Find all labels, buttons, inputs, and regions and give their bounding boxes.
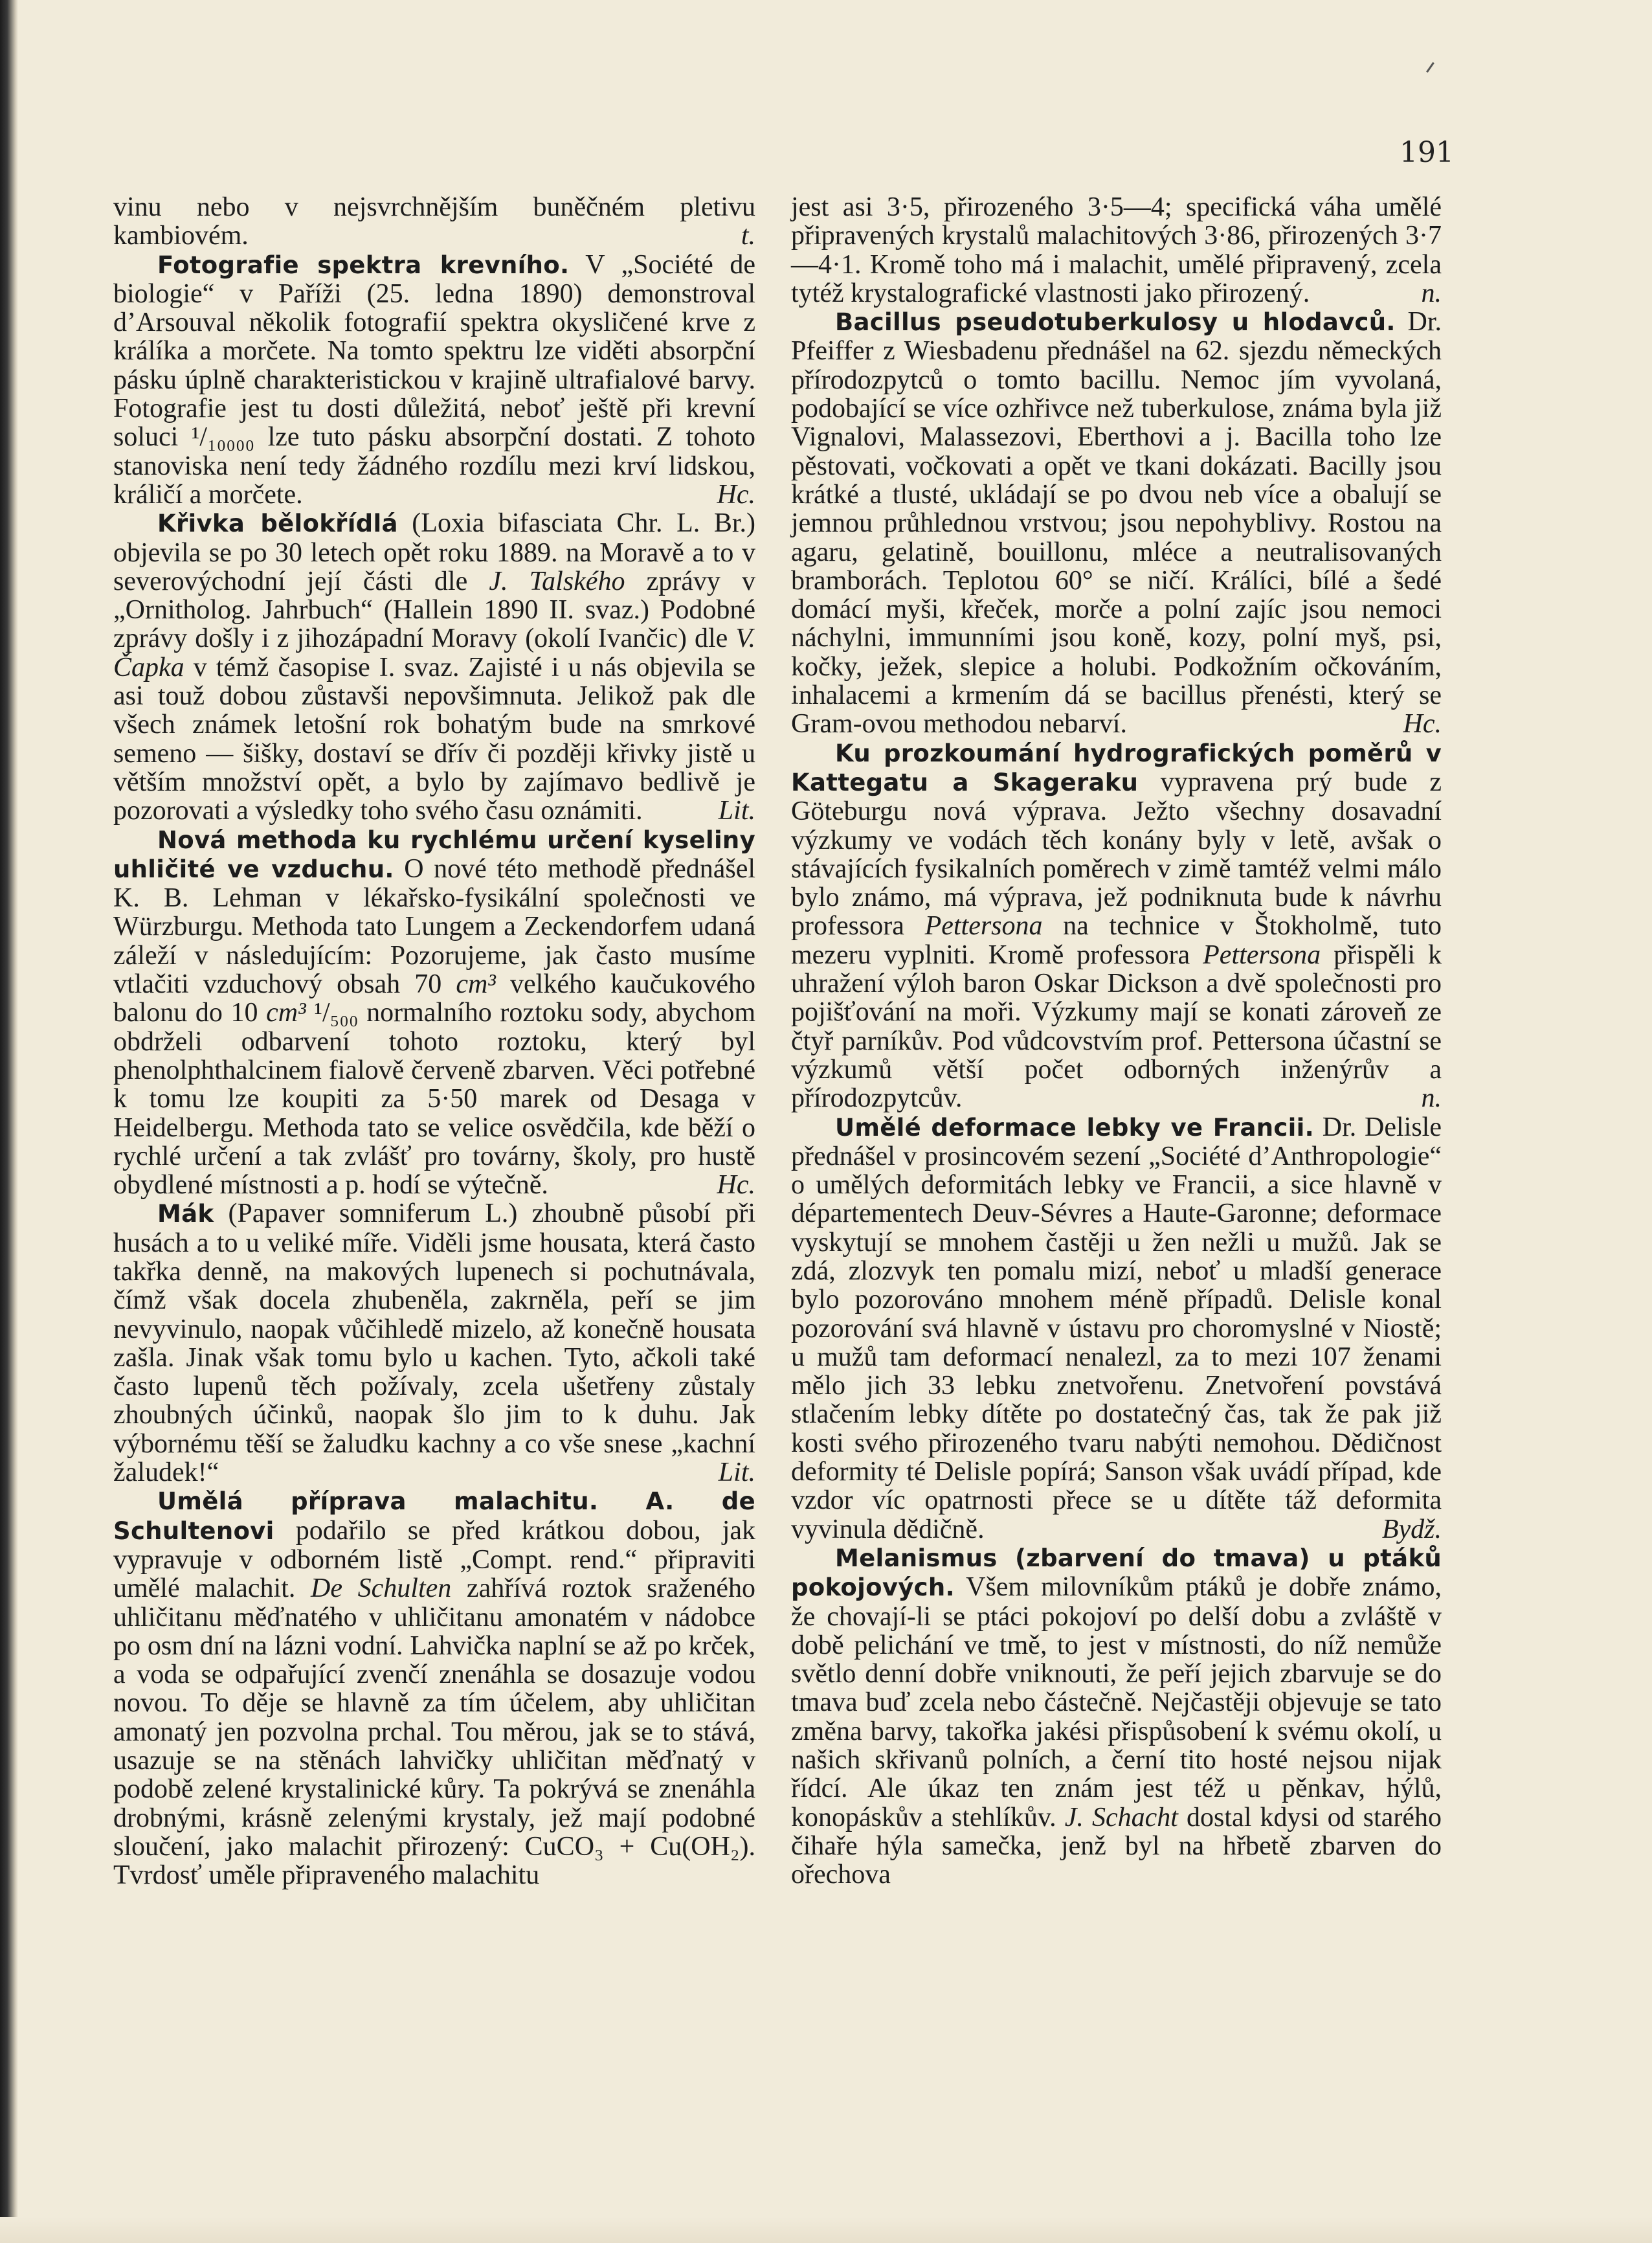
article-body: V „Société de biologie“ v Paříži (25. ledna 1890) demonstroval d’Arsouval několik fotografií spektra okysličené krve z králíka a morčete. Na tomto spektru lze viděti absorpční pásku úplně charakteristickou v krajině ultrafialové barvy. Fotografie jest tu dosti důležitá, neboť ještě při krevní soluci ¹/₁₀₀₀₀ lze tuto pásku absorpční dostati. Z tohoto stanoviska není tedy žádného rozdílu mezi krví lidskou, králičí a morčete.	[113, 249, 755, 510]
pen-mark	[1426, 62, 1434, 73]
article-bacillus: Bacillus pseudotuberkulosy u hlodavců. Dr. Pfeiffer z Wiesbadenu přednášel na 62. sjezdu německých přírodozpytců o tomto bacillu. Nemoc jím vyvolaná, podobající se více ozhřivce než tuberkulose, známa byla již Vignalovi, Malassezovi, Eberthovi a j. Bacilla toho lze pěstovati, vočkovati a opět ve tkani dokázati. Bacilly jsou krátké a tlusté, ukládají se po dvou neb více a obalují se jemnou průhlednou vrstvou; jsou nepohyblivy. Rostou na agaru, gelatině, bouillonu, mléce a neutralisovaných bramborách. Teplotou 60° se ničí. Králíci, bílé a šedé domácí myši, křeček, morče a polní zajíc jsou nemoci náchylni, immunními jsou koně, kozy, polní myš, psi, kočky, ježek, slepice a holubi. Podkožním očkováním, inhalacemi a krmením dá se bacillus přenésti, který se Gram-ovou methodou nebarví. Hc.	[791, 307, 1442, 739]
article-title: Křivka bělokřídlá	[157, 510, 398, 538]
article-krivka: Křivka bělokřídlá (Loxia bifasciata Chr. L. Br.) objevila se po 30 letech opět roku 1889. na Moravě a to v severovýchodní její části dle J. Talského zprávy v „Ornitholog. Jahrbuch“ (Hallein 1890 II. svaz.) Podobné zprávy došly i z jihozápadní Moravy (okolí Ivančic) dle V. Čapka v témž časopise I. svaz. Zajisté i u nás objevila se asi touž dobou zůstavši nepovšimnuta. Jelikož pak dle všech známek letošní rok bohatým bude na smrkové semeno — šišky, dostaví se dřív či později křivky jistě u větším množství opět, a bylo by zajímavo bedlivě je pozorovati a výsledky toho svého času oznámiti. Lit.	[113, 508, 755, 826]
signature: Hc.	[717, 1170, 755, 1200]
right-column	[791, 193, 1442, 1889]
article-title: Bacillus pseudotuberkulosy u hlodavců.	[835, 308, 1396, 337]
article-fotografie	[113, 251, 755, 510]
signature: n.	[1421, 1083, 1442, 1114]
article-title: Umělá příprava malachitu. A. de Schultenovi	[113, 1487, 755, 1545]
signature: Hc.	[717, 479, 755, 510]
article-title: Ku prozkoumání hydrografických poměrů v Kattegatu a Skageraku	[791, 739, 1442, 796]
article-title: Melanismus (zbarvení do tmava) u ptáků pokojových.	[791, 1544, 1442, 1602]
article-title: Fotografie spektra krevního.	[157, 251, 570, 279]
left-continuation: vinu nebo v nejsvrchnějším buněčném pletivu kambiovém. t.	[113, 192, 755, 251]
signature: n.	[1421, 278, 1442, 308]
scan-bottom-edge	[0, 2217, 1652, 2243]
author-name: J. Talského	[489, 566, 625, 596]
unit: cm³	[456, 969, 496, 1000]
article-melanismus: Melanismus (zbarvení do tmava) u ptáků pokojových. Všem milovníkům ptáků je dobře známo, že chovají-li se ptáci pokojoví po delší dobu a zvláště v době pelichání ve tmě, to jest v místnosti, do níž nemůže světlo denní dobře vniknouti, že peří jejich zbarvuje se do tmava buď zcela nebo částečně. Nejčastěji objevuje se tato změna barvy, takořka jakési přispůsobení k svému okolí, u našich skřivanů polních, a černí tito hosté nejsou nijak řídcí. Ale úkaz ten znám jest též u pěnkav, hýlů, konopáskův a stehlíkův. J. Schacht dostal kdysi od starého čihaře hýla samečka, jenž byl na hřbetě zbarven do ořechova	[791, 1544, 1442, 1890]
signature: Bydž.	[1381, 1514, 1442, 1544]
signature: Lit.	[718, 1458, 755, 1488]
author-name: J. Schacht	[1064, 1802, 1178, 1832]
signature: Lit.	[718, 796, 755, 826]
author-name: Pettersona	[1203, 940, 1321, 970]
author-name: Pettersona	[924, 911, 1043, 941]
article-mak: Mák (Papaver somniferum L.) zhoubně působí při husách a to u veliké míře. Viděli jsme housata, která často takřka denně, na makových lupenech si pochutnávala, čímž však docela zhubeněla, zakrněla, peří se jim nevyvinulo, naopak vůčihledě mizelo, až konečně housata zašla. Jinak však tomu bylo u kachen. Tyto, ačkoli také často lupenů těch požívaly, zcela ušetřeny zůstaly zhoubných účinků, naopak šlo jim to k duhu. Jak výbornému těší se žaludku kachny a co vše snese „kachní žaludek!“ Lit.	[113, 1199, 755, 1488]
left-column	[113, 193, 755, 1890]
unit: cm³	[266, 998, 306, 1028]
author-name: V. Čapka	[113, 624, 755, 682]
article-deformace: Umělé deformace lebky ve Francii. Dr. Delisle přednášel v prosincovém sezení „Société d’Anthropologie“ o umělých deformitách lebky ve Francii, a sice hlavně v départementech Deuv-Sévres a Haute-Garonne; deformace vyskytují se mnohem častěji u žen nežli u mužů. Jak se zdá, zlozvyk ten pomalu mizí, neboť u mladší generace bylo pozorováno mnohem méně případů. Delisle konal pozorování svá hlavně v ústavu pro choromyslné v Niostě; u mužů tam deformací nenalezl, za to mezi 107 ženami mělo jich 33 lebku znetvořenu. Znetvoření povstává stlačením lebky dítěte po dostatečný čas, tak že pak již kosti svého přirozeného tvaru nabýti nemohou. Dědičnost deformity té Delisle popírá; Sanson však uvádí případ, kde vzdor víc opatrnosti přece se u dítěte táž deformita vyvinula dědičně. Bydž.	[791, 1112, 1442, 1544]
article-title: Mák	[157, 1200, 214, 1228]
article-nova-methoda: Nová methoda ku rychlému určení kyseliny uhličité ve vzduchu. O nové této methodě přednášel K. B. Lehman v lékařsko-fysikální společnosti ve Würzburgu. Methoda tato Lungem a Zeckendorfem udaná záleží v následujícím: Pozorujeme, jak často musíme vtlačiti vzduchový obsah 70 cm³ velkého kaučukového balonu do 10 cm³ ¹/₅₀₀ normalního roztoku sody, abychom obdrželi odbarvení tohoto roztoku, který byl phenolphthalcinem fialově červeně zbarven. Věci potřebné k tomu lze koupiti za 5·50 marek od Desaga v Heidelbergu. Methoda tato se velice osvědčila, kde běží o rychlé určení a tak zvlášť pro továrny, školy, pro hustě obydlené místnosti a p. hodí se výtečně. Hc.	[113, 826, 756, 1200]
article-kattegat: Ku prozkoumání hydrografických poměrů v Kattegatu a Skageraku vypravena prý bude z Göteburgu nová výprava. Ježto všechny dosavadní výzkumy ve vodách těch konány byly v letě, avšak o stávajících fysikalních poměrech v zimě tamtéž velmi málo bylo známo, má výprava, jež podniknuta bude k návrhu professora Pettersona na technice v Štokholmě, tuto mezeru vyplniti. Kromě professora Pettersona přispěli k uhražení výloh baron Oskar Dickson a dvě společnosti pro pojišťování na moři. Výzkumy mají se konati zároveň ze čtyř parníkův. Pod vůdcovstvím prof. Pettersona účastní se výzkumů větší počet odborných inženýrův a přírodozpytcův. n.	[791, 739, 1442, 1114]
article-title: Nová methoda ku rychlému určení kyseliny uhličité ve vzduchu.	[113, 826, 755, 883]
signature: Hc.	[1403, 709, 1442, 739]
article-title: Umělé deformace lebky ve Francii.	[835, 1113, 1314, 1142]
article-malachit: Umělá příprava malachitu. A. de Schultenovi podařilo se před krátkou dobou, jak vypravuje v odborném listě „Compt. rend.“ připraviti umělé malachit. De Schulten zahřívá roztok sraženého uhličitanu měďnatého v uhličitanu amonatém v nádobce po osm dní na lázni vodní. Lahvička naplní se až po krček, a voda se odpařující zvenčí znenáhla se dosazuje vodou novou. To děje se hlavně za tím účelem, aby uhličitan amonatý jen pozvolna prchal. Tou měrou, jak se to stává, usazuje se na stěnách lahvičky uhličitan měďnatý v podobě zelené krystalinické kůry. Ta pokrývá se znenáhla drobnými, krásně zelenými krystaly, jež mají podobné sloučení, jako malachit přirozený: CuCO₃ + Cu(OH₂). Tvrdosť uměle připraveného malachitu	[113, 1487, 756, 1891]
page-number: 191	[1400, 136, 1454, 169]
scan-edge-shadow	[0, 0, 18, 2243]
right-continuation: jest asi 3·5, přirozeného 3·5—4; specifická váha umělé připravených krystalů malachitových 3·86, přirozených 3·7—4·1. Kromě toho má i malachit, umělé připravený, zcela tytéž krystalografické vlastnosti jako přirozený. n.	[791, 192, 1442, 308]
author-name: De Schulten	[311, 1573, 452, 1604]
signature: t.	[741, 221, 755, 251]
